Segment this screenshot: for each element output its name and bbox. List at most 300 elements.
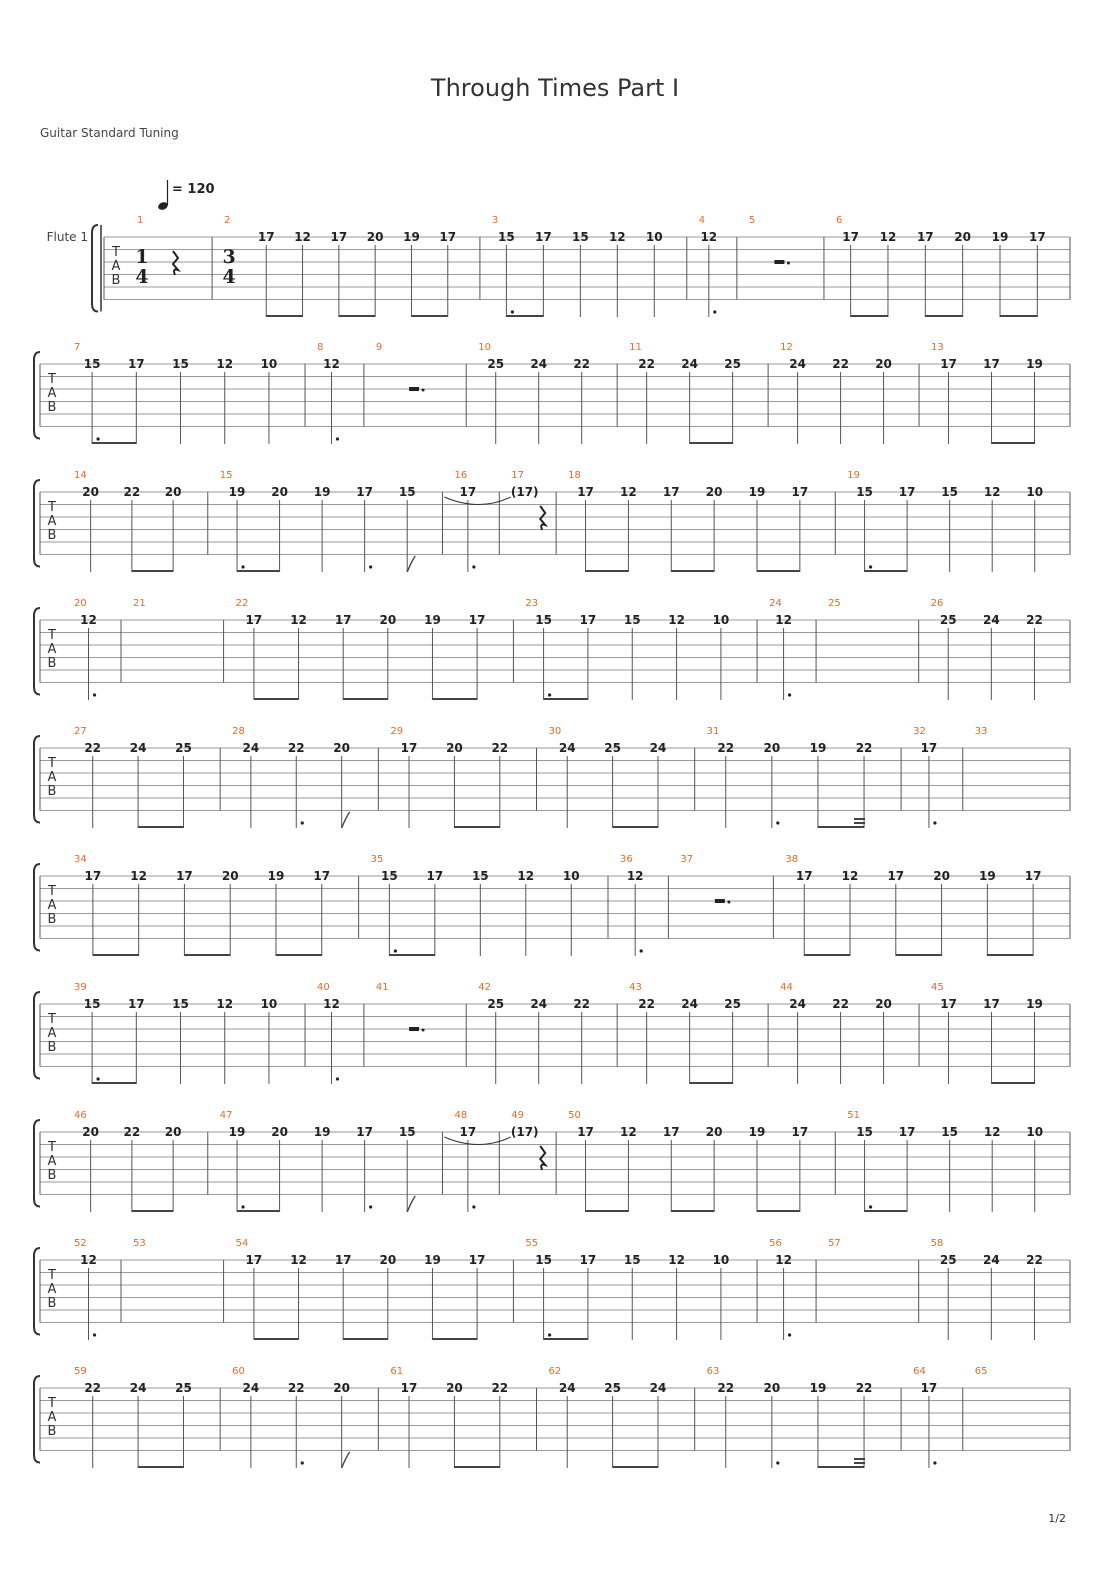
system-bracket [34, 1376, 40, 1463]
fret-number: 24 [649, 1381, 667, 1395]
fret-number: 20 [446, 1381, 463, 1395]
dot-icon [788, 1333, 791, 1336]
measure-number: 48 [454, 1110, 468, 1121]
fret-number: 17 [245, 1253, 263, 1267]
fret-number: 17 [356, 485, 374, 499]
measure [780, 342, 892, 444]
fret-number: (17) [510, 485, 539, 499]
fret-number: 12 [80, 1253, 97, 1267]
dot-icon [241, 565, 244, 568]
fret-number: 12 [290, 613, 307, 627]
fret-number: 17 [459, 1125, 477, 1139]
fret-number: 15 [498, 230, 515, 244]
dot-icon [301, 821, 304, 824]
fret-number: 17 [898, 1125, 916, 1139]
measure [931, 598, 1043, 700]
measure-number: 50 [568, 1110, 581, 1121]
tab-system [34, 1238, 1070, 1340]
measure [454, 1110, 476, 1212]
measure [74, 470, 181, 572]
measure-number: 51 [847, 1110, 861, 1121]
measure-number: 41 [375, 982, 389, 993]
fret-number: 22 [573, 357, 591, 371]
fret-number: 10 [260, 997, 278, 1011]
measure [707, 726, 873, 828]
fret-number: 12 [879, 230, 897, 244]
time-signature-top: 3 [222, 246, 236, 268]
measure [133, 598, 146, 609]
system-bracket [34, 1120, 40, 1207]
fret-number: (17) [510, 1125, 539, 1139]
dot-icon [97, 1077, 100, 1080]
fret-number: 19 [228, 485, 246, 499]
fret-number: 12 [668, 1253, 685, 1267]
instrument-name: Flute 1 [46, 230, 88, 244]
fret-number: 22 [287, 1381, 305, 1395]
fret-number: 17 [1024, 869, 1042, 883]
measure-number: 65 [974, 1366, 988, 1377]
measure-number: 32 [913, 726, 926, 737]
fret-number: 17 [535, 230, 552, 244]
measure-number: 36 [620, 854, 633, 865]
dot-icon [869, 1205, 872, 1208]
fret-number: 24 [681, 997, 698, 1011]
fret-number: 12 [983, 485, 1001, 499]
fret-number: 19 [748, 485, 766, 499]
fret-number: 22 [1026, 1253, 1043, 1267]
fret-number: 20 [446, 741, 463, 755]
fret-number: 17 [468, 613, 486, 627]
fret-number: 17 [579, 1253, 597, 1267]
fret-number: 20 [875, 997, 892, 1011]
measure-number: 4 [698, 215, 706, 226]
dot-icon [369, 565, 372, 568]
fret-number: 15 [398, 1125, 416, 1139]
fret-number: 20 [705, 1125, 723, 1139]
fret-number: 12 [626, 869, 644, 883]
fret-number: 12 [775, 1253, 792, 1267]
tab-system [34, 1366, 1070, 1468]
measure-number: 2 [224, 215, 231, 226]
measure-number: 54 [235, 1238, 249, 1249]
fret-number: 12 [517, 869, 535, 883]
tempo-value: = 120 [172, 182, 215, 197]
measure-number: 39 [74, 982, 87, 993]
measure [847, 470, 1043, 572]
dot-icon [336, 1077, 339, 1080]
measure-number: 14 [74, 470, 87, 481]
dot-icon [933, 821, 936, 824]
fret-number: 19 [809, 1381, 827, 1395]
measure-number: 8 [317, 342, 324, 353]
measure-number: 20 [74, 598, 87, 609]
fret-number: 15 [571, 230, 589, 244]
fret-number: 19 [748, 1125, 766, 1139]
fret-number: 17 [791, 1125, 809, 1139]
measure [478, 982, 590, 1084]
fret-number: 17 [127, 997, 145, 1011]
measure-number: 1 [137, 215, 144, 226]
half-rest-icon [409, 1027, 419, 1031]
fret-number: 15 [535, 613, 552, 627]
measure-number: 62 [548, 1366, 562, 1377]
measure-number: 57 [828, 1238, 841, 1249]
fret-number: 15 [856, 1125, 873, 1139]
fret-number: 17 [983, 997, 1000, 1011]
fret-number: 20 [933, 869, 950, 883]
fret-number: 10 [1026, 485, 1044, 499]
fret-number: 22 [717, 741, 735, 755]
half-rest-icon [715, 899, 725, 903]
fret-number: 24 [982, 1253, 1000, 1267]
fret-number: 10 [562, 869, 580, 883]
tab-system [92, 215, 1070, 317]
tab-clef-letter: T [48, 1012, 56, 1027]
dot-icon [394, 949, 397, 952]
fret-number: 17 [1028, 230, 1046, 244]
fret-number: 22 [717, 1381, 735, 1395]
dot-icon [869, 565, 872, 568]
system-bracket [34, 864, 40, 951]
measure-number: 58 [930, 1238, 944, 1249]
fret-number: 17 [577, 1125, 594, 1139]
measure-number: 27 [74, 726, 87, 737]
fret-number: 12 [841, 869, 859, 883]
tab-clef-letter: B [47, 1168, 57, 1183]
tab-clef-letter: T [112, 245, 120, 260]
time-signature-bottom: 4 [222, 266, 236, 288]
measure [232, 1366, 350, 1468]
fret-number: 20 [164, 485, 182, 499]
fret-number: 12 [323, 997, 340, 1011]
fret-number: 15 [471, 869, 489, 883]
tab-clef-letter: T [48, 372, 56, 387]
fret-number: 20 [82, 485, 99, 499]
measure-number: 26 [930, 598, 944, 609]
fret-number: 17 [334, 1253, 352, 1267]
flag-icon [407, 1196, 415, 1212]
fret-number: 20 [379, 1253, 397, 1267]
fret-number: 17 [334, 613, 352, 627]
tab-clef-letter: A [47, 514, 57, 529]
measure [317, 342, 340, 444]
fret-number: 17 [579, 613, 597, 627]
fret-number: 19 [424, 613, 441, 627]
fret-number: 20 [271, 1125, 288, 1139]
tab-clef-letter: B [47, 912, 57, 927]
tab-clef-letter: T [48, 1268, 56, 1283]
fret-number: 24 [129, 741, 147, 755]
measure [549, 1366, 667, 1468]
fret-number: 19 [403, 230, 420, 244]
dot-icon [511, 310, 514, 313]
fret-number: 17 [176, 869, 193, 883]
fret-number: 17 [795, 869, 813, 883]
fret-number: 20 [221, 869, 239, 883]
fret-number: 17 [983, 357, 1000, 371]
fret-number: 17 [439, 230, 457, 244]
measure-number: 23 [525, 598, 539, 609]
fret-number: 17 [313, 869, 331, 883]
fret-number: 15 [623, 613, 641, 627]
measure-number: 44 [780, 982, 793, 993]
fret-number: 24 [129, 1381, 147, 1395]
fret-number: 15 [172, 357, 189, 371]
fret-number: 15 [172, 997, 189, 1011]
fret-number: 19 [1026, 997, 1043, 1011]
systems [34, 215, 1070, 1468]
fret-number: 10 [712, 1253, 730, 1267]
tab-clef-letter: B [47, 784, 57, 799]
fret-number: 17 [330, 230, 348, 244]
measure-number: 53 [132, 1238, 146, 1249]
flag-icon [342, 1452, 350, 1468]
fret-number: 12 [668, 613, 685, 627]
fret-number: 22 [855, 1381, 873, 1395]
fret-number: 24 [530, 997, 548, 1011]
dot-icon [713, 310, 716, 313]
measure [135, 215, 178, 288]
tab-clef-letter: B [47, 400, 57, 415]
quarter-rest-icon [540, 506, 545, 530]
fret-number: 20 [82, 1125, 99, 1139]
tab-clef-letter: A [47, 1410, 57, 1425]
measure [478, 342, 590, 444]
fret-number: 20 [333, 1381, 350, 1395]
tempo-marking [157, 180, 214, 211]
measure-number: 3 [491, 215, 499, 226]
fret-number: 20 [164, 1125, 182, 1139]
fret-number: 17 [459, 485, 477, 499]
measure [390, 1366, 508, 1468]
fret-number: 20 [875, 357, 892, 371]
fret-number: 19 [424, 1253, 441, 1267]
tab-system [34, 598, 1070, 700]
fret-number: 17 [887, 869, 905, 883]
measure [74, 598, 97, 700]
fret-number: 25 [724, 997, 741, 1011]
dot-icon [472, 1205, 475, 1208]
tab-clef-letter: T [48, 628, 56, 643]
measure [454, 470, 476, 572]
measure-number: 6 [835, 215, 843, 226]
fret-number: 22 [84, 741, 102, 755]
dot-icon [93, 1333, 96, 1336]
measure [371, 854, 580, 956]
measure-number: 24 [769, 598, 782, 609]
dot-icon [933, 1461, 936, 1464]
measure [220, 1110, 416, 1212]
fret-number: 24 [681, 357, 698, 371]
tab-clef-letter: B [47, 1424, 57, 1439]
fret-number: 19 [991, 230, 1009, 244]
fret-number: 12 [290, 1253, 307, 1267]
fret-number: 12 [323, 357, 340, 371]
fret-number: 15 [398, 485, 416, 499]
measure-number: 43 [629, 982, 642, 993]
measure [376, 342, 425, 392]
fret-number: 22 [123, 485, 141, 499]
fret-number: 20 [763, 741, 781, 755]
tab-clef-letter: T [48, 500, 56, 515]
half-rest-icon [774, 260, 784, 264]
fret-number: 12 [983, 1125, 1001, 1139]
tab-clef-letter: B [111, 273, 121, 288]
tab-clef-letter: A [47, 1154, 57, 1169]
half-rest-icon [409, 387, 419, 391]
measure-number: 18 [568, 470, 581, 481]
fret-number: 22 [1026, 613, 1043, 627]
measure [568, 470, 808, 572]
fret-number: 22 [638, 357, 656, 371]
measure [847, 1110, 1043, 1212]
fret-number: 22 [832, 997, 849, 1011]
fret-number: 24 [530, 357, 548, 371]
measure [74, 1110, 181, 1212]
dot-icon [93, 693, 96, 696]
measure-number: 5 [748, 215, 756, 226]
fret-number: 17 [842, 230, 859, 244]
measure-number: 22 [235, 598, 249, 609]
measure-number: 31 [706, 726, 720, 737]
fret-number: 17 [257, 230, 275, 244]
measure [707, 1366, 873, 1468]
measure [133, 1238, 146, 1249]
fret-number: 15 [856, 485, 873, 499]
fret-number: 12 [294, 230, 311, 244]
fret-number: 12 [620, 485, 637, 499]
fret-number: 19 [313, 485, 331, 499]
tab-clef-letter: T [48, 756, 56, 771]
tab-clef-letter: A [47, 386, 57, 401]
dot-icon [301, 1461, 304, 1464]
fret-number: 15 [381, 869, 398, 883]
time-signature-bottom: 4 [135, 266, 149, 288]
measure-number: 42 [478, 982, 491, 993]
fret-number: 24 [242, 741, 260, 755]
measure [769, 1238, 792, 1340]
measure-number: 19 [847, 470, 861, 481]
measure-number: 25 [828, 598, 841, 609]
system-bracket [34, 736, 40, 823]
fret-number: 15 [623, 1253, 641, 1267]
dot-icon [472, 565, 475, 568]
measure [492, 215, 663, 317]
tab-clef-letter: T [48, 1140, 56, 1155]
tuning-label: Guitar Standard Tuning [40, 126, 179, 140]
fret-number: 12 [216, 357, 234, 371]
measure [913, 1366, 937, 1468]
measure-number: 45 [931, 982, 944, 993]
quarter-rest-icon [173, 251, 178, 275]
measure [699, 215, 717, 317]
fret-number: 20 [271, 485, 288, 499]
fret-number: 24 [558, 1381, 576, 1395]
fret-number: 20 [705, 485, 723, 499]
fret-number: 25 [487, 357, 505, 371]
fret-number: 17 [84, 869, 102, 883]
fret-number: 17 [127, 357, 145, 371]
quarter-rest-icon [540, 1146, 545, 1170]
measure-number: 15 [219, 470, 233, 481]
measure-number: 60 [232, 1366, 245, 1377]
measure-number: 28 [232, 726, 245, 737]
dot-icon [548, 1333, 551, 1336]
fret-number: 25 [724, 357, 741, 371]
fret-number: 15 [941, 1125, 958, 1139]
fret-number: 17 [400, 741, 418, 755]
measure [828, 1238, 841, 1249]
fret-number: 19 [267, 869, 285, 883]
fret-number: 17 [245, 613, 263, 627]
tab-clef-letter: A [47, 1282, 57, 1297]
system-bracket [34, 480, 40, 567]
fret-number: 25 [487, 997, 505, 1011]
measure [975, 1366, 988, 1377]
tab-clef-letter: A [47, 642, 57, 657]
measure-number: 52 [74, 1238, 87, 1249]
fret-number: 25 [175, 1381, 192, 1395]
tab-system [34, 1110, 1070, 1212]
fret-number: 22 [84, 1381, 102, 1395]
fret-number: 17 [920, 741, 938, 755]
fret-number: 19 [978, 869, 996, 883]
measure [220, 470, 416, 572]
measure [74, 1238, 97, 1340]
measure [74, 342, 277, 444]
measure-number: 49 [511, 1110, 525, 1121]
measure [74, 1366, 192, 1468]
fret-number: 22 [491, 1381, 509, 1395]
measure-number: 56 [769, 1238, 782, 1249]
fret-number: 15 [535, 1253, 552, 1267]
measure [629, 342, 741, 444]
fret-number: 22 [573, 997, 591, 1011]
fret-number: 17 [426, 869, 444, 883]
fret-number: 22 [287, 741, 305, 755]
measure [74, 726, 192, 828]
measure [222, 215, 456, 317]
system-bracket [92, 225, 98, 312]
measure-number: 35 [370, 854, 384, 865]
dot-icon [776, 1461, 779, 1464]
measure [780, 982, 892, 1084]
fret-number: 24 [789, 997, 806, 1011]
measure [749, 215, 790, 265]
fret-number: 20 [333, 741, 350, 755]
fret-number: 15 [83, 357, 101, 371]
measure [931, 982, 1043, 1084]
dot-icon [241, 1205, 244, 1208]
system-bracket [34, 608, 40, 695]
tab-system [34, 982, 1070, 1084]
fret-number: 12 [608, 230, 626, 244]
fret-number: 17 [791, 485, 809, 499]
measure-number: 10 [478, 342, 491, 353]
fret-number: 20 [954, 230, 971, 244]
fret-number: 12 [620, 1125, 637, 1139]
fret-number: 24 [558, 741, 576, 755]
fret-number: 25 [939, 613, 957, 627]
measure-number: 46 [74, 1110, 87, 1121]
tab-system [34, 726, 1070, 828]
measure [74, 982, 277, 1084]
fret-number: 24 [242, 1381, 260, 1395]
measure [232, 726, 350, 828]
measure [785, 854, 1041, 956]
fret-number: 19 [228, 1125, 246, 1139]
measure-number: 40 [317, 982, 330, 993]
